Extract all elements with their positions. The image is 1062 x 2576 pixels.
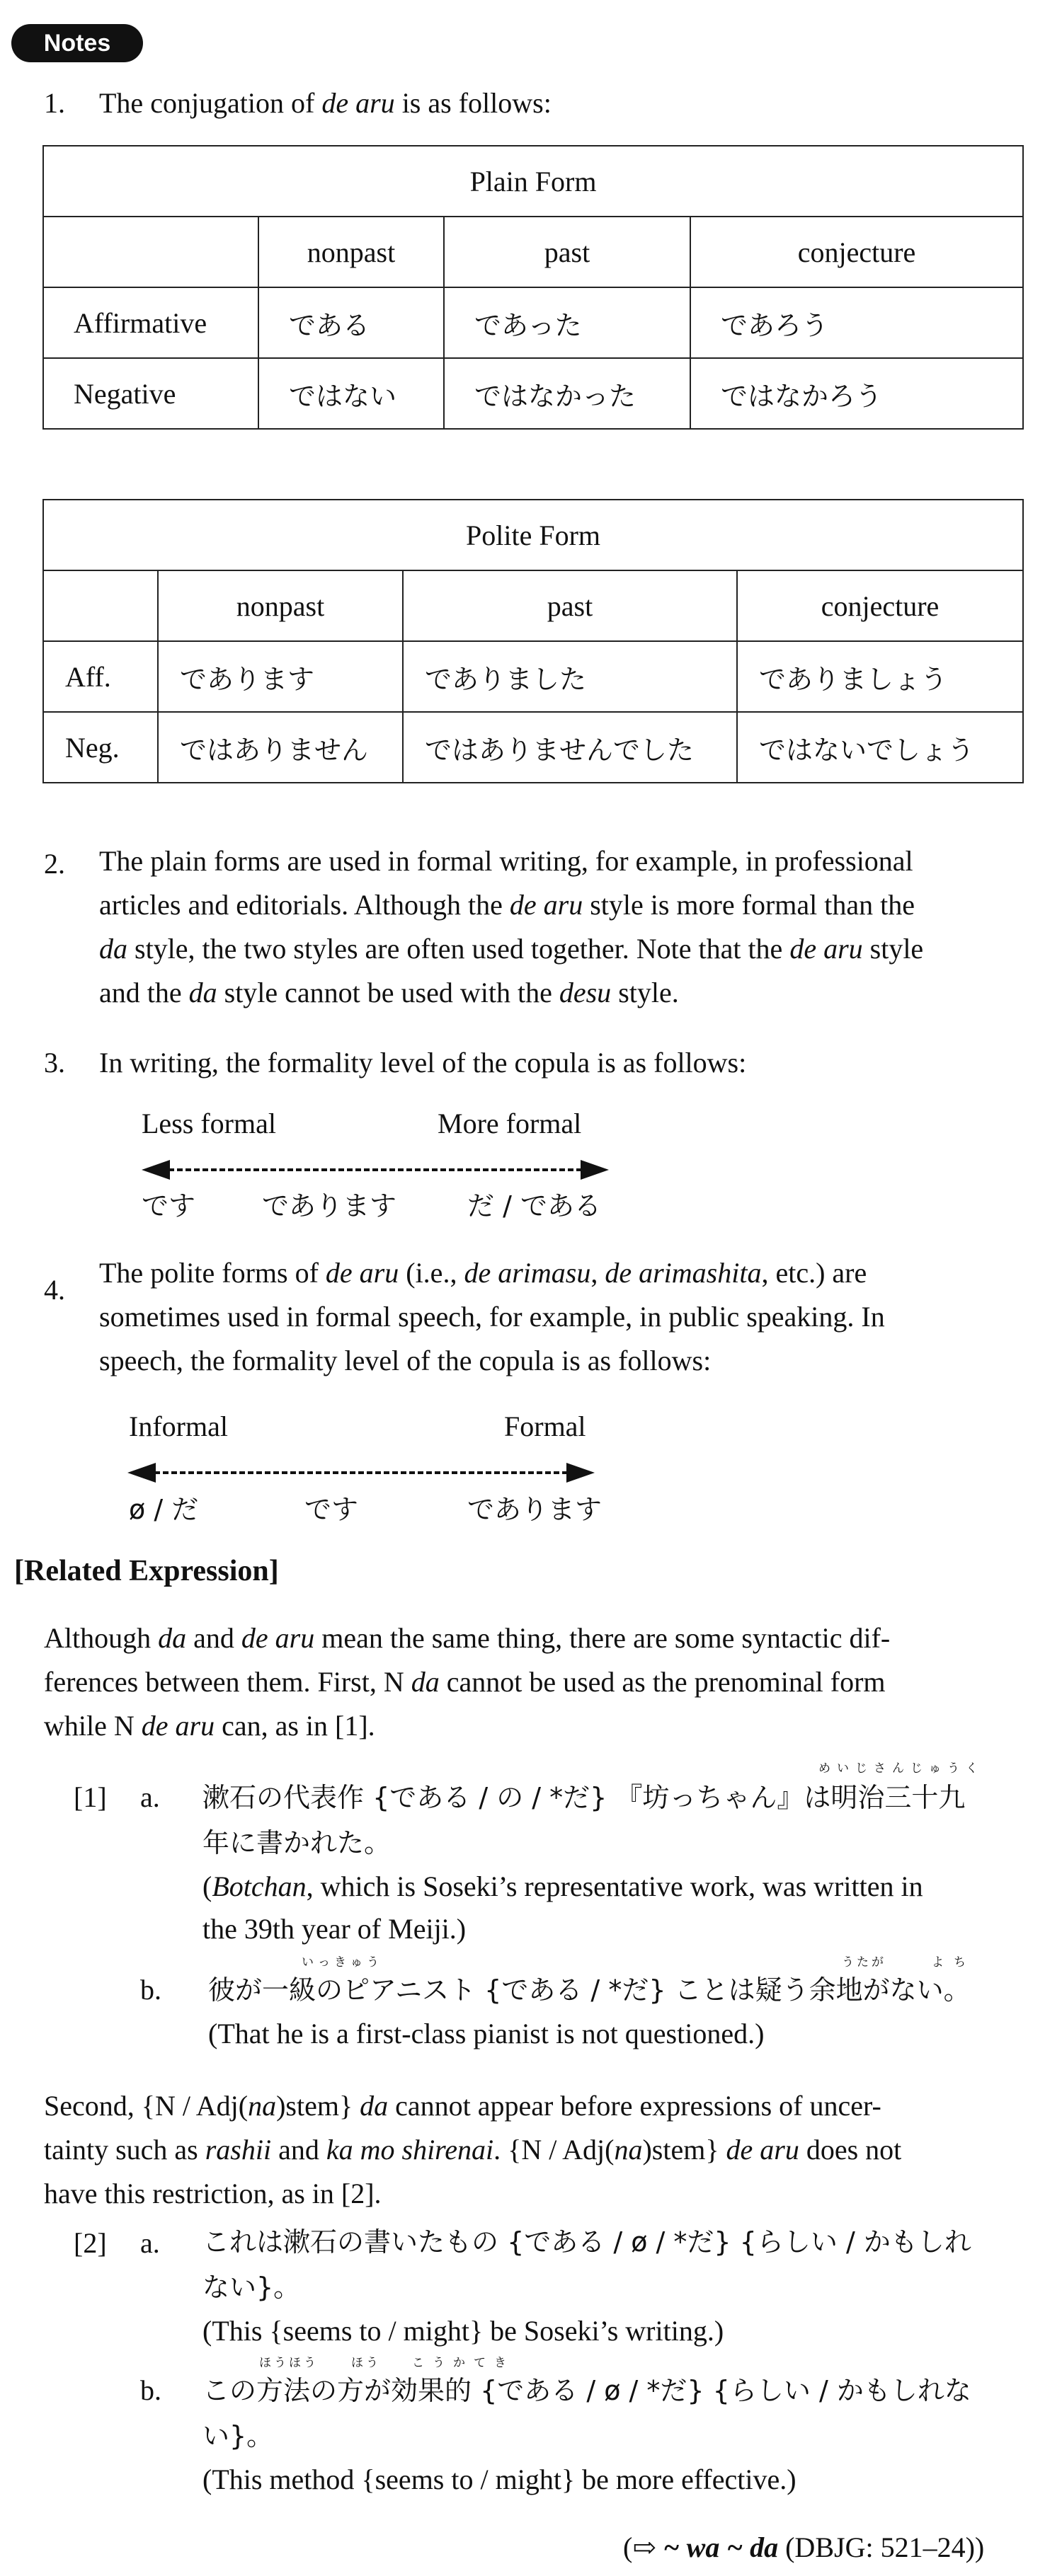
furigana-utagau: うたが <box>842 1955 886 1970</box>
polite-header-past: past <box>403 570 737 641</box>
plain-form-table <box>42 145 1024 430</box>
example-2a-japanese: これは漱石の書いたもの {である / ø / *だ} {らしい / かもしれ ない}。 <box>202 2226 971 2303</box>
example-1b-label: b. <box>140 1974 161 2006</box>
furigana-hou: ほう <box>351 2356 381 2370</box>
polite-form-table <box>42 499 1024 783</box>
formality-item: だ / である <box>467 1190 601 1221</box>
informal-label: Informal <box>129 1410 228 1442</box>
example-2a <box>202 2219 1038 2352</box>
example-2-number: [2] <box>74 2227 107 2259</box>
polite-header-nonpast: nonpast <box>158 570 403 641</box>
polite-cell: ではありません <box>158 712 403 783</box>
plain-row-negative <box>43 358 1023 429</box>
formality-item: です <box>304 1494 359 1525</box>
furigana-koukateki: こうかてき <box>412 2356 515 2370</box>
plain-cell: であった <box>444 287 690 358</box>
note-2-text: The plain forms are used in formal writing, for example, in professional articles and editorials. Although the de aru style is more formal than the da style, the two styles are often used together. Note that the de aru style and the da style cannot be used with the desu style. <box>99 845 924 1008</box>
example-1-number: [1] <box>74 1781 107 1813</box>
note-4-text: The polite forms of de aru (i.e., de arimasu, de arimashita, etc.) are sometimes used in formal speech, for example, in public speaking. In speech, the formality level of the copula is as follows: <box>99 1257 885 1376</box>
arrow-left-icon <box>127 1463 156 1483</box>
example-1a-japanese: 漱石の代表作 {である / の / *だ} 『坊っちゃん』は明治三十九 年に書かれた。 <box>202 1782 966 1858</box>
plain-cell: であろう <box>690 287 1023 358</box>
note-3-text: In writing, the formality level of the copula is as follows: <box>99 1047 747 1079</box>
note-4-number: 4. <box>44 1274 65 1306</box>
example-2b-label: b. <box>140 2374 161 2406</box>
formality-item: ø / だ <box>129 1494 199 1525</box>
example-1b-english: (That he is a first-class pianist is not questioned.) <box>208 2018 765 2049</box>
example-1b-japanese: 彼が一級のピアニスト {である / *だ} ことは疑う余地がない。 <box>208 1974 971 2006</box>
plain-row-affirmative <box>43 287 1023 358</box>
example-2b-japanese: この方法の方が効果的 {である / ø / *だ} {らしい / かもしれな い}。 <box>202 2375 971 2451</box>
plain-header-conjecture: conjecture <box>690 217 1023 287</box>
polite-cell: ではありませんでした <box>403 712 737 783</box>
formality-item: であります <box>467 1494 603 1525</box>
note-1-text: The conjugation of de aru is as follows: <box>99 87 552 119</box>
plain-corner-cell <box>43 217 258 287</box>
related-paragraph-1: Although da and de aru mean the same thing, there are some syntactic dif- ferences between them. First, N da cannot be used as the prenominal form while N de aru can, as in [1]. <box>44 1622 891 1742</box>
example-1a-english: (Botchan, which is Soseki’s representative work, was written in the 39th year of Meiji.) <box>202 1870 923 1945</box>
note-1-number: 1. <box>44 87 65 119</box>
dashed-line <box>154 1471 568 1474</box>
furigana-ikkyuu: いっきゅう <box>302 1955 383 1970</box>
polite-form-title: Polite Form <box>43 500 1023 570</box>
dashed-line <box>169 1168 582 1171</box>
more-formal-label: More formal <box>438 1108 582 1139</box>
polite-cell: であります <box>158 641 403 712</box>
formality-item: であります <box>262 1190 397 1221</box>
plain-row-label: Negative <box>43 358 258 429</box>
furigana-meiji: めいじさんじゅうく <box>818 1761 984 1776</box>
plain-cell: である <box>258 287 444 358</box>
formality-arrow-speech <box>127 1462 595 1483</box>
arrow-left-icon <box>142 1160 170 1180</box>
plain-cell: ではなかろう <box>690 358 1023 429</box>
example-2a-label: a. <box>140 2227 160 2259</box>
polite-row-label: Neg. <box>43 712 158 783</box>
polite-cell: でありました <box>403 641 737 712</box>
plain-row-label: Affirmative <box>43 287 258 358</box>
related-paragraph-2: Second, {N / Adj(na)stem} da cannot appear before expressions of uncer- tainty such as rashii and ka mo shirenai. {N / Adj(na)stem} de aru does not have this restriction, as in [2]. <box>44 2090 902 2209</box>
polite-cell: でありましょう <box>737 641 1023 712</box>
note-3-number: 3. <box>44 1047 65 1079</box>
cross-reference: (⇨ ~ wa ~ da (DBJG: 521–24)) <box>623 2531 985 2563</box>
formal-label: Formal <box>504 1410 586 1442</box>
polite-cell: ではないでしょう <box>737 712 1023 783</box>
polite-row-aff <box>43 641 1023 712</box>
formality-arrow-writing <box>142 1159 609 1180</box>
example-2a-english: (This {seems to / might} be Soseki’s writing.) <box>202 2315 724 2347</box>
example-1b <box>208 1953 1044 2049</box>
notes-badge: Notes <box>11 24 143 62</box>
less-formal-label: Less formal <box>142 1108 276 1139</box>
formality-item: です <box>142 1190 196 1221</box>
arrow-right-icon <box>566 1463 595 1483</box>
furigana-houhou: ほうほう <box>259 2356 319 2370</box>
plain-header-past: past <box>444 217 690 287</box>
plain-form-title: Plain Form <box>43 146 1023 217</box>
example-1a-label: a. <box>140 1781 160 1813</box>
polite-row-label: Aff. <box>43 641 158 712</box>
note-2-number: 2. <box>44 848 65 880</box>
example-1a <box>202 1761 1038 1945</box>
plain-cell: ではない <box>258 358 444 429</box>
plain-cell: ではなかった <box>444 358 690 429</box>
polite-corner-cell <box>43 570 158 641</box>
example-2b-english: (This method {seems to / might} be more effective.) <box>202 2463 796 2495</box>
related-expression-heading: [Related Expression] <box>14 1555 279 1587</box>
plain-header-nonpast: nonpast <box>258 217 444 287</box>
polite-header-conjecture: conjecture <box>737 570 1023 641</box>
example-2b <box>202 2354 1038 2495</box>
furigana-yochi: よち <box>932 1955 976 1970</box>
polite-row-neg <box>43 712 1023 783</box>
arrow-right-icon <box>581 1160 609 1180</box>
